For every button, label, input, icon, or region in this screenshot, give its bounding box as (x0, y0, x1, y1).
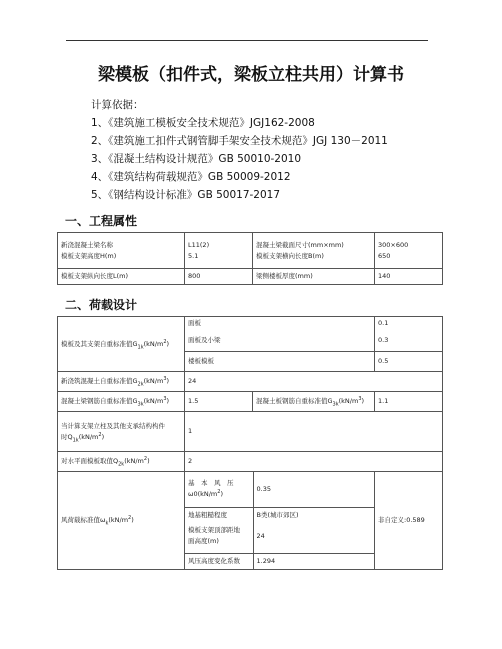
table-cell: 24 (185, 372, 443, 392)
wind-height-label-line2: 面高度(m) (188, 536, 219, 545)
table-cell: 模板支架纵向长度L(m) (58, 269, 185, 285)
table-cell: 300×600 650 (375, 233, 443, 269)
construction-label-line1: 当计算支架立柱及其他支承结构构件 (61, 421, 165, 430)
table-row (58, 372, 443, 392)
table-cell (58, 317, 185, 372)
self-weight-value: 0.3 (378, 336, 389, 344)
properties-table (57, 232, 443, 285)
table-cell: L11(2) 5.1 (185, 233, 253, 269)
self-weight-item: 面板 (188, 319, 201, 327)
wind-basic-label: 基 本 风 压 (188, 479, 234, 488)
table-cell: 140 (375, 269, 443, 285)
wind-label: 风荷载标准值$\omega_k(kN/m^2)$ (61, 514, 134, 527)
concrete-label: 新浇筑混凝土自重标准值$G_{2k}(kN/m^3)$ (61, 375, 170, 388)
table-row (185, 507, 374, 553)
table-cell (253, 392, 375, 412)
wind-terrain-label: 地基粗糙程度 (188, 510, 227, 519)
basis-item: 1、《建筑施工模板安全技术规范》JGJ162-2008 (91, 117, 315, 129)
header-rule (66, 40, 428, 41)
basis-item: 2、《建筑施工扣件式钢管脚手架安全技术规范》JGJ 130－2011 (91, 135, 388, 147)
basis-block (91, 96, 388, 204)
table-cell: 混凝土梁截面尺寸(mm×mm) 模板支架横向长度B(m) (253, 233, 375, 269)
table-cell (58, 392, 185, 412)
table-cell (185, 472, 253, 507)
table-cell: 新浇混凝土梁名称 模板支架高度H(m) (58, 233, 185, 269)
table-row (58, 472, 443, 570)
wind-height-value: 24 (256, 531, 265, 540)
section-title-properties: 一、工程属性 (65, 214, 138, 228)
table-row (58, 269, 443, 285)
table-row (58, 392, 443, 412)
table-cell: 风压高度变化系数 (185, 553, 253, 569)
table-cell: 0.35 (253, 472, 374, 507)
wind-height-label-line1: 模板支架顶部距地 (188, 525, 240, 534)
table-cell (58, 452, 185, 472)
page-title: 梁模板（扣件式，梁板立柱共用）计算书 (98, 65, 404, 85)
basis-item: 4、《建筑结构荷载规范》GB 50009-2012 (91, 171, 291, 183)
basis-heading: 计算依据： (91, 99, 144, 111)
table-cell (253, 507, 374, 553)
table-cell (185, 507, 253, 553)
loads-table (57, 316, 443, 570)
self-weight-item: 楼板模板 (185, 351, 374, 371)
wind-basic-unit: $\omega 0(kN/m^2)$ (188, 489, 223, 499)
table-cell: 非自定义:0.589 (375, 472, 443, 570)
table-cell (185, 472, 375, 570)
slab-rebar-label: 混凝土板钢筋自重标准值$G_{3k}(kN/m^3)$ (256, 395, 365, 408)
table-row (58, 412, 443, 452)
basis-item: 5、《钢结构设计标准》GB 50017-2017 (91, 189, 281, 201)
table-cell: 800 (185, 269, 253, 285)
horizontal-label: 对水平面模板取值$Q_{2k}(kN/m^2)$ (61, 455, 150, 468)
table-cell: 2 (185, 452, 443, 472)
table-cell (185, 317, 375, 372)
wind-terrain-value: B类(城市郊区) (256, 510, 299, 519)
table-row (185, 472, 374, 507)
self-weight-label: 模板及其支架自重标准值$G_{1k}(kN/m^2)$ (61, 338, 170, 350)
self-weight-value: 0.1 (378, 319, 389, 327)
section-title-loads: 二、荷载设计 (65, 298, 138, 312)
table-cell (58, 412, 185, 452)
construction-label-line2: 时$Q_{1k}(kN/m^2)$ (61, 431, 105, 443)
table-cell: 1 (185, 412, 443, 452)
table-cell: 梁侧楼板厚度(mm) (253, 269, 375, 285)
beam-rebar-value: 1.5 (188, 397, 199, 405)
table-cell (375, 317, 443, 372)
basis-item: 3、《混凝土结构设计规范》GB 50010-2010 (91, 153, 302, 165)
wind-subtable (185, 472, 374, 569)
table-cell (185, 392, 253, 412)
table-row (58, 452, 443, 472)
table-row (185, 553, 374, 569)
self-weight-value: 0.5 (375, 351, 442, 371)
table-cell: 1.294 (253, 553, 374, 569)
table-cell: 1.1 (375, 392, 443, 412)
table-row (58, 233, 443, 269)
table-cell (58, 472, 185, 570)
table-row (58, 317, 443, 372)
beam-rebar-label: 混凝土梁钢筋自重标准值$G_{3k}(kN/m^3)$ (61, 395, 170, 408)
self-weight-item: 面板及小梁 (188, 336, 221, 344)
table-cell (58, 372, 185, 392)
